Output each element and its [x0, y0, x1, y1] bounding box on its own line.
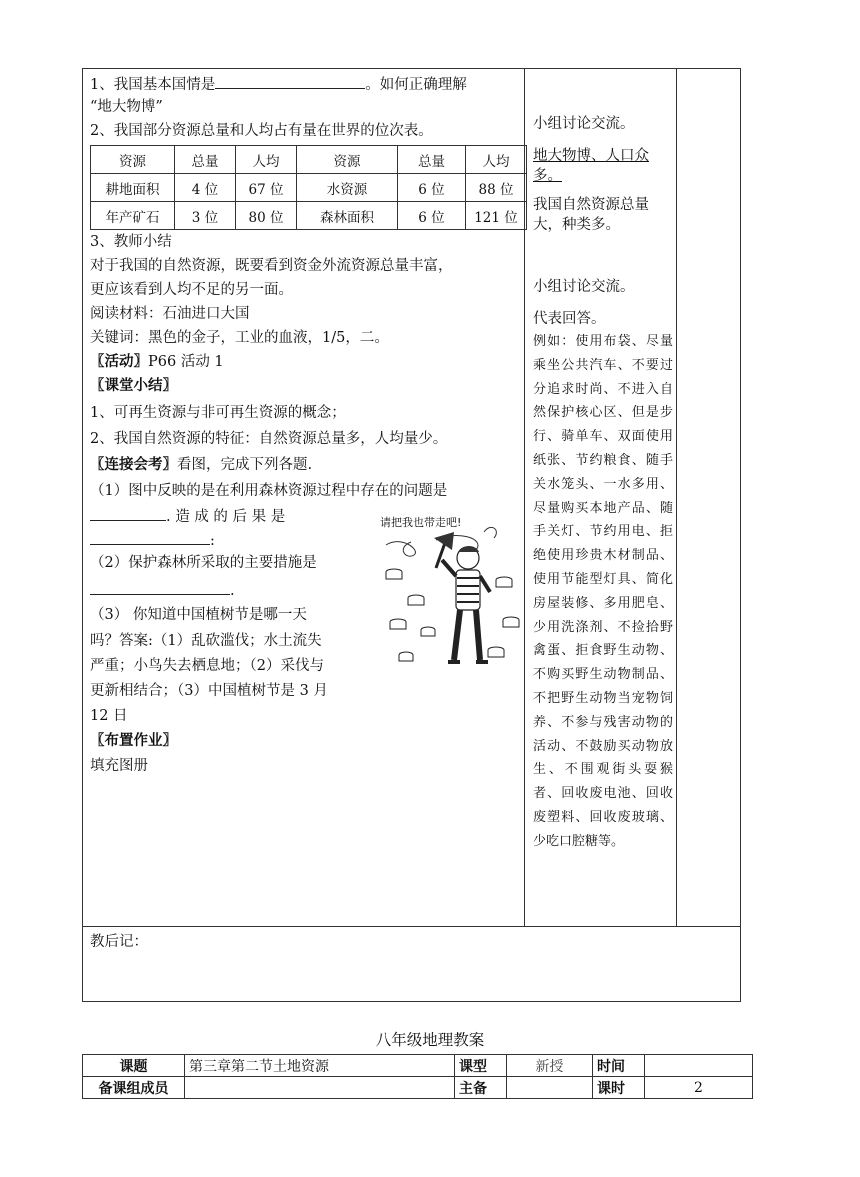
table-cell: 6 位	[398, 174, 466, 202]
class-summary-item: 1、可再生资源与非可再生资源的概念；	[90, 405, 346, 421]
exam-answer: 吗？答案:（1）乱砍滥伐；水土流失	[90, 633, 322, 649]
cartoon-caption: 请把我也带走吧!	[380, 516, 462, 529]
class-summary-heading: 〖课堂小结〗	[90, 377, 177, 394]
exam-answer: 更新相结合；（3）中国植树节是 3 月	[90, 683, 328, 699]
table-row	[83, 1055, 753, 1077]
exam-question-1: （1）图中反映的是在利用森林资源过程中存在的问题是	[90, 483, 448, 499]
exam-question-1-blank: . 造 成 的 后 果 是	[90, 506, 285, 526]
lesson-meta-table	[82, 1054, 753, 1099]
time-value	[645, 1055, 753, 1077]
page-title: 八年级地理教案	[375, 1031, 485, 1049]
exam-question-3: （3） 你知道中国植树节是哪一天	[90, 607, 307, 623]
table-header: 总量	[175, 146, 236, 174]
exam-question-1-blank2: :	[90, 530, 215, 550]
answer-blank	[215, 74, 365, 89]
exam-answer: 12 日	[90, 708, 128, 724]
table-header: 总量	[398, 146, 466, 174]
row-divider	[82, 926, 741, 927]
table-header: 人均	[236, 146, 297, 174]
table-cell: 森林面积	[297, 202, 398, 230]
table-cell: 耕地面积	[91, 174, 175, 202]
table-cell: 80 位	[236, 202, 297, 230]
table-header-row	[91, 146, 527, 174]
student-answer: 我国自然资源总量大，种类多。	[533, 197, 649, 233]
lead-value	[507, 1077, 593, 1099]
periods-label: 课时	[593, 1077, 645, 1099]
type-value: 新授	[507, 1055, 593, 1077]
reading-material: 阅读材料：石油进口大国	[90, 306, 250, 322]
table-cell: 水资源	[297, 174, 398, 202]
table-cell: 6 位	[398, 202, 466, 230]
student-activity: 小组讨论交流。	[533, 279, 635, 295]
summary-text: 更应该看到人均不足的另一面。	[90, 282, 293, 298]
table-header: 人均	[466, 146, 527, 174]
exam-question-2-blank: .	[90, 580, 235, 600]
activity-label: 〖活动〗	[90, 353, 148, 370]
question-1: 1、我国基本国情是 。如何正确理解	[90, 74, 467, 94]
example-measures: 例如：使用布袋、尽量乘坐公共汽车、不要过分追求时尚、不进入自然保护核心区、但是步行、骑单车、双面使用纸张、节约粮食、随手关水笼头、一水多用、尽量购买本地产品、随手关灯、节约用电、拒绝使用珍贵木材制品、使用节能型灯具、简化房屋装修、多用肥皂、少用洗涤剂、不捡拾野禽蛋、拒食野生动物、不购买野生动物制品、不把野生动物当宠物饲养、不参与残害动物的活动、不鼓励买动物放生、不围观街头耍猴者、回收废电池、回收废塑料、回收废玻璃、少吃口腔糖等。	[533, 334, 673, 849]
homework-text: 填充图册	[90, 758, 148, 774]
class-summary-item: 2、我国自然资源的特征：自然资源总量多，人均量少。	[90, 431, 448, 447]
exam-label: 〖连接会考〗	[90, 456, 177, 473]
topic-label: 课题	[83, 1055, 185, 1077]
question-2: 2、我国部分资源总量和人均占有量在世界的位次表。	[90, 123, 433, 139]
table-header: 资源	[91, 146, 175, 174]
table-cell: 67 位	[236, 174, 297, 202]
table-cell: 年产矿石	[91, 202, 175, 230]
table-header: 资源	[297, 146, 398, 174]
topic-value: 第三章第二节土地资源	[185, 1055, 455, 1077]
periods-value: 2	[645, 1077, 753, 1099]
table-row	[91, 174, 527, 202]
student-activity: 代表回答。	[533, 311, 606, 327]
resource-rank-table	[90, 145, 527, 230]
table-row	[91, 202, 527, 230]
members-value	[185, 1077, 455, 1099]
answer-blank	[90, 580, 230, 595]
teacher-summary-heading: 3、教师小结	[90, 234, 172, 250]
lead-label: 主备	[455, 1077, 507, 1099]
exam-line: 〖连接会考〗看图，完成下列各题.	[90, 456, 313, 473]
activity-line: 〖活动〗P66 活动 1	[90, 353, 224, 370]
answer-blank	[90, 530, 210, 545]
members-label: 备课组成员	[83, 1077, 185, 1099]
summary-text: 对于我国的自然资源，既要看到资金外流资源总量丰富，	[90, 258, 453, 274]
after-class-notes-label: 教后记：	[90, 934, 148, 950]
column-divider	[676, 68, 677, 927]
student-activity: 小组讨论交流。	[533, 116, 635, 132]
table-row	[83, 1077, 753, 1099]
deforestation-cartoon	[376, 510, 526, 680]
table-cell: 121 位	[466, 202, 527, 230]
question-1-line2: “地大物博”	[90, 99, 163, 115]
keywords: 关键词：黑色的金子，工业的血液，1/5，二。	[90, 330, 389, 346]
table-cell: 88 位	[466, 174, 527, 202]
answer-blank	[90, 506, 166, 521]
exam-question-2: （2）保护森林所采取的主要措施是	[90, 555, 317, 571]
time-label: 时间	[593, 1055, 645, 1077]
exam-answer: 严重；小鸟失去栖息地；（2）采伐与	[90, 658, 324, 674]
type-label: 课型	[455, 1055, 507, 1077]
homework-heading: 〖布置作业〗	[90, 732, 177, 749]
student-answer: 地大物博、人口众多。	[533, 148, 649, 184]
table-cell: 4 位	[175, 174, 236, 202]
table-cell: 3 位	[175, 202, 236, 230]
